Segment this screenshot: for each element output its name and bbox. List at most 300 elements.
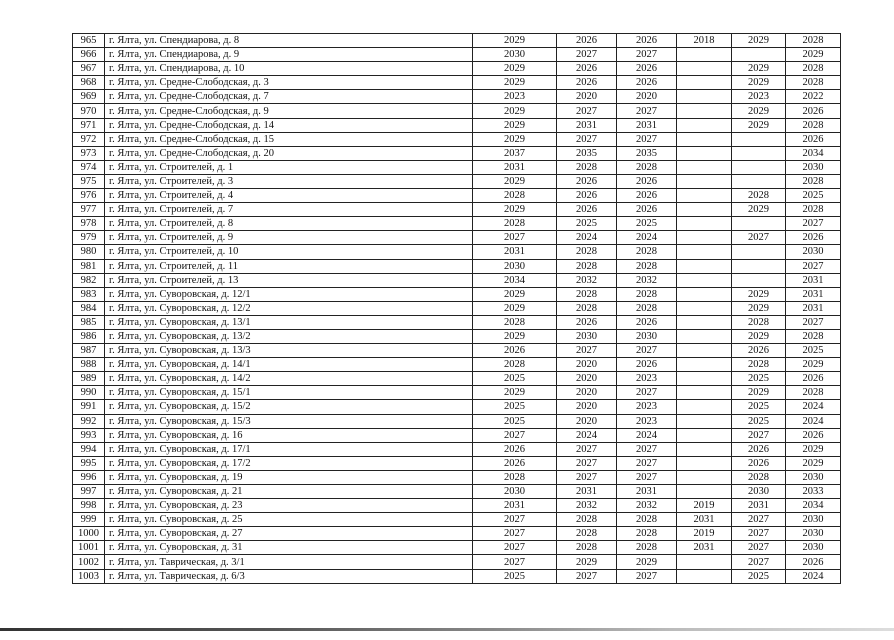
address-cell: г. Ялта, ул. Строителей, д. 10 <box>105 245 473 259</box>
row-number: 982 <box>73 273 105 287</box>
year-cell: 2026 <box>557 315 617 329</box>
year-cell: 2026 <box>732 344 786 358</box>
year-cell: 2029 <box>473 34 557 48</box>
address-cell: г. Ялта, ул. Суворовская, д. 27 <box>105 527 473 541</box>
address-cell: г. Ялта, ул. Средне-Слободская, д. 20 <box>105 146 473 160</box>
year-cell: 2020 <box>617 90 677 104</box>
year-cell <box>677 329 732 343</box>
year-cell: 2027 <box>473 541 557 555</box>
row-number: 979 <box>73 231 105 245</box>
year-cell <box>732 132 786 146</box>
row-number: 980 <box>73 245 105 259</box>
year-cell: 2028 <box>617 541 677 555</box>
year-cell: 2029 <box>732 118 786 132</box>
year-cell: 2030 <box>786 470 841 484</box>
year-cell: 2027 <box>557 132 617 146</box>
year-cell: 2034 <box>473 273 557 287</box>
table-row <box>73 76 841 90</box>
year-cell: 2033 <box>786 485 841 499</box>
year-cell: 2031 <box>677 541 732 555</box>
row-number: 992 <box>73 414 105 428</box>
table-row <box>73 329 841 343</box>
year-cell: 2029 <box>732 287 786 301</box>
year-cell: 2032 <box>557 499 617 513</box>
address-cell: г. Ялта, ул. Средне-Слободская, д. 15 <box>105 132 473 146</box>
year-cell: 2025 <box>473 414 557 428</box>
year-cell: 2028 <box>786 174 841 188</box>
address-cell: г. Ялта, ул. Средне-Слободская, д. 14 <box>105 118 473 132</box>
address-cell: г. Ялта, ул. Суворовская, д. 23 <box>105 499 473 513</box>
year-cell: 2029 <box>617 555 677 569</box>
year-cell: 2027 <box>617 104 677 118</box>
year-cell: 2030 <box>786 527 841 541</box>
address-cell: г. Ялта, ул. Суворовская, д. 19 <box>105 470 473 484</box>
row-number: 993 <box>73 428 105 442</box>
year-cell <box>677 414 732 428</box>
year-cell <box>677 231 732 245</box>
year-cell: 2029 <box>786 442 841 456</box>
year-cell: 2026 <box>617 62 677 76</box>
row-number: 977 <box>73 203 105 217</box>
year-cell: 2027 <box>617 132 677 146</box>
year-cell: 2027 <box>617 386 677 400</box>
table-row <box>73 301 841 315</box>
year-cell <box>677 470 732 484</box>
schedule-table <box>72 33 841 584</box>
year-cell: 2020 <box>557 414 617 428</box>
page-bottom-rule <box>0 628 894 631</box>
year-cell: 2027 <box>557 456 617 470</box>
year-cell: 2026 <box>473 442 557 456</box>
row-number: 970 <box>73 104 105 118</box>
row-number: 978 <box>73 217 105 231</box>
address-cell: г. Ялта, ул. Суворовская, д. 31 <box>105 541 473 555</box>
year-cell: 2023 <box>617 372 677 386</box>
year-cell: 2027 <box>732 555 786 569</box>
year-cell: 2026 <box>557 174 617 188</box>
year-cell: 2026 <box>732 442 786 456</box>
table-row <box>73 160 841 174</box>
address-cell: г. Ялта, ул. Спендиарова, д. 10 <box>105 62 473 76</box>
year-cell <box>677 48 732 62</box>
year-cell <box>677 76 732 90</box>
year-cell: 2029 <box>732 34 786 48</box>
row-number: 985 <box>73 315 105 329</box>
year-cell: 2028 <box>473 315 557 329</box>
table-row <box>73 48 841 62</box>
table-row <box>73 273 841 287</box>
year-cell <box>677 301 732 315</box>
table-row <box>73 34 841 48</box>
table-row <box>73 90 841 104</box>
year-cell <box>677 372 732 386</box>
address-cell: г. Ялта, ул. Суворовская, д. 14/2 <box>105 372 473 386</box>
year-cell: 2027 <box>617 470 677 484</box>
table-row <box>73 569 841 583</box>
year-cell <box>677 62 732 76</box>
year-cell: 2027 <box>557 344 617 358</box>
year-cell: 2026 <box>557 203 617 217</box>
year-cell <box>677 315 732 329</box>
year-cell: 2026 <box>786 132 841 146</box>
row-number: 973 <box>73 146 105 160</box>
year-cell: 2023 <box>732 90 786 104</box>
table-row <box>73 146 841 160</box>
year-cell: 2031 <box>786 273 841 287</box>
year-cell: 2030 <box>786 513 841 527</box>
year-cell: 2028 <box>786 118 841 132</box>
table-row <box>73 456 841 470</box>
address-cell: г. Ялта, ул. Строителей, д. 9 <box>105 231 473 245</box>
table-row <box>73 344 841 358</box>
year-cell: 2030 <box>786 160 841 174</box>
year-cell <box>732 217 786 231</box>
year-cell: 2028 <box>557 541 617 555</box>
year-cell: 2035 <box>617 146 677 160</box>
year-cell <box>732 160 786 174</box>
year-cell: 2028 <box>786 203 841 217</box>
address-cell: г. Ялта, ул. Строителей, д. 11 <box>105 259 473 273</box>
address-cell: г. Ялта, ул. Спендиарова, д. 9 <box>105 48 473 62</box>
year-cell: 2026 <box>617 34 677 48</box>
year-cell: 2020 <box>557 90 617 104</box>
year-cell: 2020 <box>557 400 617 414</box>
row-number: 996 <box>73 470 105 484</box>
year-cell <box>677 189 732 203</box>
year-cell: 2030 <box>732 485 786 499</box>
table-row <box>73 442 841 456</box>
address-cell: г. Ялта, ул. Средне-Слободская, д. 7 <box>105 90 473 104</box>
year-cell: 2027 <box>557 104 617 118</box>
year-cell: 2028 <box>557 513 617 527</box>
year-cell: 2025 <box>473 372 557 386</box>
year-cell: 2027 <box>617 344 677 358</box>
year-cell <box>677 217 732 231</box>
table-row <box>73 189 841 203</box>
year-cell: 2026 <box>786 231 841 245</box>
year-cell: 2025 <box>617 217 677 231</box>
year-cell: 2028 <box>732 315 786 329</box>
row-number: 986 <box>73 329 105 343</box>
address-cell: г. Ялта, ул. Таврическая, д. 6/3 <box>105 569 473 583</box>
table-row <box>73 541 841 555</box>
row-number: 965 <box>73 34 105 48</box>
row-number: 976 <box>73 189 105 203</box>
year-cell: 2028 <box>617 287 677 301</box>
table-row <box>73 527 841 541</box>
year-cell: 2028 <box>473 470 557 484</box>
year-cell: 2026 <box>557 76 617 90</box>
address-cell: г. Ялта, ул. Суворовская, д. 13/1 <box>105 315 473 329</box>
row-number: 1003 <box>73 569 105 583</box>
year-cell: 2027 <box>732 541 786 555</box>
year-cell: 2022 <box>786 90 841 104</box>
year-cell: 2028 <box>617 301 677 315</box>
table-row <box>73 217 841 231</box>
table-body <box>73 34 841 584</box>
year-cell: 2028 <box>557 287 617 301</box>
year-cell: 2029 <box>732 203 786 217</box>
year-cell: 2027 <box>473 513 557 527</box>
year-cell: 2027 <box>617 48 677 62</box>
year-cell: 2031 <box>557 485 617 499</box>
table-row <box>73 118 841 132</box>
address-cell: г. Ялта, ул. Суворовская, д. 14/1 <box>105 358 473 372</box>
table-row <box>73 358 841 372</box>
year-cell: 2037 <box>473 146 557 160</box>
year-cell: 2029 <box>473 62 557 76</box>
year-cell <box>677 456 732 470</box>
table-row <box>73 174 841 188</box>
year-cell: 2028 <box>732 470 786 484</box>
year-cell: 2029 <box>732 104 786 118</box>
year-cell: 2020 <box>557 386 617 400</box>
year-cell <box>677 104 732 118</box>
address-cell: г. Ялта, ул. Суворовская, д. 12/1 <box>105 287 473 301</box>
year-cell: 2024 <box>786 400 841 414</box>
year-cell: 2027 <box>732 527 786 541</box>
year-cell: 2027 <box>732 428 786 442</box>
year-cell <box>732 146 786 160</box>
year-cell: 2029 <box>732 386 786 400</box>
year-cell: 2026 <box>786 104 841 118</box>
year-cell: 2028 <box>617 513 677 527</box>
row-number: 981 <box>73 259 105 273</box>
year-cell: 2026 <box>617 203 677 217</box>
year-cell <box>732 259 786 273</box>
year-cell: 2027 <box>732 231 786 245</box>
address-cell: г. Ялта, ул. Строителей, д. 4 <box>105 189 473 203</box>
year-cell: 2027 <box>557 470 617 484</box>
year-cell: 2031 <box>617 118 677 132</box>
year-cell: 2027 <box>473 555 557 569</box>
year-cell: 2020 <box>557 372 617 386</box>
table-row <box>73 485 841 499</box>
year-cell <box>677 344 732 358</box>
year-cell: 2026 <box>786 372 841 386</box>
row-number: 971 <box>73 118 105 132</box>
table-row <box>73 372 841 386</box>
year-cell: 2024 <box>557 231 617 245</box>
year-cell <box>677 174 732 188</box>
table-row <box>73 414 841 428</box>
row-number: 983 <box>73 287 105 301</box>
year-cell <box>732 273 786 287</box>
year-cell: 2026 <box>557 62 617 76</box>
year-cell: 2028 <box>617 259 677 273</box>
address-cell: г. Ялта, ул. Строителей, д. 8 <box>105 217 473 231</box>
year-cell: 2030 <box>473 485 557 499</box>
address-cell: г. Ялта, ул. Строителей, д. 13 <box>105 273 473 287</box>
row-number: 987 <box>73 344 105 358</box>
row-number: 974 <box>73 160 105 174</box>
year-cell: 2020 <box>557 358 617 372</box>
year-cell: 2024 <box>557 428 617 442</box>
year-cell: 2027 <box>732 513 786 527</box>
row-number: 988 <box>73 358 105 372</box>
year-cell: 2034 <box>786 499 841 513</box>
year-cell: 2025 <box>473 400 557 414</box>
row-number: 989 <box>73 372 105 386</box>
year-cell <box>677 428 732 442</box>
year-cell: 2029 <box>473 203 557 217</box>
year-cell: 2030 <box>786 245 841 259</box>
row-number: 999 <box>73 513 105 527</box>
address-cell: г. Ялта, ул. Строителей, д. 7 <box>105 203 473 217</box>
year-cell: 2031 <box>473 245 557 259</box>
year-cell <box>732 174 786 188</box>
year-cell: 2029 <box>473 386 557 400</box>
address-cell: г. Ялта, ул. Средне-Слободская, д. 3 <box>105 76 473 90</box>
year-cell: 2032 <box>617 499 677 513</box>
address-cell: г. Ялта, ул. Строителей, д. 3 <box>105 174 473 188</box>
year-cell: 2027 <box>557 569 617 583</box>
year-cell <box>677 245 732 259</box>
row-number: 997 <box>73 485 105 499</box>
year-cell: 2026 <box>617 315 677 329</box>
table-row <box>73 203 841 217</box>
address-cell: г. Ялта, ул. Средне-Слободская, д. 9 <box>105 104 473 118</box>
year-cell: 2027 <box>557 48 617 62</box>
year-cell <box>677 273 732 287</box>
year-cell: 2029 <box>473 118 557 132</box>
year-cell: 2029 <box>473 132 557 146</box>
year-cell <box>677 569 732 583</box>
table-row <box>73 470 841 484</box>
year-cell: 2027 <box>473 231 557 245</box>
address-cell: г. Ялта, ул. Суворовская, д. 15/2 <box>105 400 473 414</box>
year-cell: 2025 <box>732 414 786 428</box>
year-cell: 2030 <box>786 541 841 555</box>
year-cell: 2034 <box>786 146 841 160</box>
year-cell: 2029 <box>786 358 841 372</box>
year-cell: 2028 <box>732 358 786 372</box>
year-cell: 2028 <box>732 189 786 203</box>
row-number: 994 <box>73 442 105 456</box>
year-cell: 2028 <box>617 527 677 541</box>
year-cell: 2029 <box>557 555 617 569</box>
year-cell: 2028 <box>617 160 677 174</box>
year-cell <box>732 245 786 259</box>
table-row <box>73 287 841 301</box>
year-cell: 2028 <box>786 62 841 76</box>
address-cell: г. Ялта, ул. Суворовская, д. 21 <box>105 485 473 499</box>
year-cell <box>677 400 732 414</box>
year-cell: 2028 <box>473 358 557 372</box>
year-cell: 2026 <box>786 555 841 569</box>
row-number: 969 <box>73 90 105 104</box>
year-cell: 2026 <box>617 189 677 203</box>
year-cell <box>677 259 732 273</box>
table-row <box>73 428 841 442</box>
year-cell: 2025 <box>786 344 841 358</box>
row-number: 966 <box>73 48 105 62</box>
year-cell: 2029 <box>786 456 841 470</box>
year-cell <box>677 118 732 132</box>
year-cell: 2028 <box>557 245 617 259</box>
year-cell: 2024 <box>617 231 677 245</box>
year-cell: 2027 <box>617 456 677 470</box>
table-row <box>73 386 841 400</box>
year-cell: 2025 <box>732 400 786 414</box>
year-cell: 2026 <box>617 174 677 188</box>
year-cell: 2031 <box>557 118 617 132</box>
year-cell: 2029 <box>473 301 557 315</box>
year-cell: 2035 <box>557 146 617 160</box>
year-cell: 2027 <box>557 442 617 456</box>
year-cell <box>677 160 732 174</box>
row-number: 998 <box>73 499 105 513</box>
table-row <box>73 513 841 527</box>
year-cell <box>677 287 732 301</box>
year-cell: 2026 <box>617 358 677 372</box>
row-number: 1002 <box>73 555 105 569</box>
year-cell: 2028 <box>473 217 557 231</box>
year-cell: 2031 <box>473 160 557 174</box>
address-cell: г. Ялта, ул. Суворовская, д. 12/2 <box>105 301 473 315</box>
address-cell: г. Ялта, ул. Суворовская, д. 17/1 <box>105 442 473 456</box>
year-cell: 2026 <box>473 456 557 470</box>
table-row <box>73 231 841 245</box>
row-number: 995 <box>73 456 105 470</box>
year-cell: 2029 <box>473 287 557 301</box>
year-cell: 2026 <box>732 456 786 470</box>
year-cell: 2026 <box>617 76 677 90</box>
table-row <box>73 555 841 569</box>
year-cell: 2030 <box>557 329 617 343</box>
year-cell: 2028 <box>786 329 841 343</box>
year-cell <box>677 146 732 160</box>
year-cell: 2025 <box>557 217 617 231</box>
table-row <box>73 259 841 273</box>
address-cell: г. Ялта, ул. Таврическая, д. 3/1 <box>105 555 473 569</box>
table-row <box>73 132 841 146</box>
year-cell: 2029 <box>732 62 786 76</box>
year-cell: 2023 <box>617 414 677 428</box>
year-cell: 2028 <box>786 386 841 400</box>
year-cell <box>677 358 732 372</box>
address-cell: г. Ялта, ул. Суворовская, д. 25 <box>105 513 473 527</box>
year-cell: 2029 <box>473 76 557 90</box>
year-cell: 2024 <box>786 569 841 583</box>
year-cell: 2031 <box>677 513 732 527</box>
year-cell: 2030 <box>473 48 557 62</box>
year-cell: 2027 <box>473 527 557 541</box>
year-cell: 2029 <box>473 329 557 343</box>
year-cell: 2031 <box>786 301 841 315</box>
table-row <box>73 104 841 118</box>
year-cell: 2031 <box>786 287 841 301</box>
address-cell: г. Ялта, ул. Суворовская, д. 15/1 <box>105 386 473 400</box>
table-row <box>73 245 841 259</box>
year-cell <box>677 485 732 499</box>
year-cell: 2031 <box>473 499 557 513</box>
year-cell <box>677 132 732 146</box>
year-cell: 2019 <box>677 499 732 513</box>
year-cell: 2028 <box>557 527 617 541</box>
table-row <box>73 499 841 513</box>
table-row <box>73 62 841 76</box>
table-row <box>73 400 841 414</box>
address-cell: г. Ялта, ул. Суворовская, д. 16 <box>105 428 473 442</box>
year-cell <box>677 90 732 104</box>
year-cell: 2027 <box>786 315 841 329</box>
year-cell: 2029 <box>732 301 786 315</box>
year-cell: 2024 <box>617 428 677 442</box>
year-cell: 2025 <box>732 569 786 583</box>
year-cell: 2029 <box>732 329 786 343</box>
row-number: 990 <box>73 386 105 400</box>
